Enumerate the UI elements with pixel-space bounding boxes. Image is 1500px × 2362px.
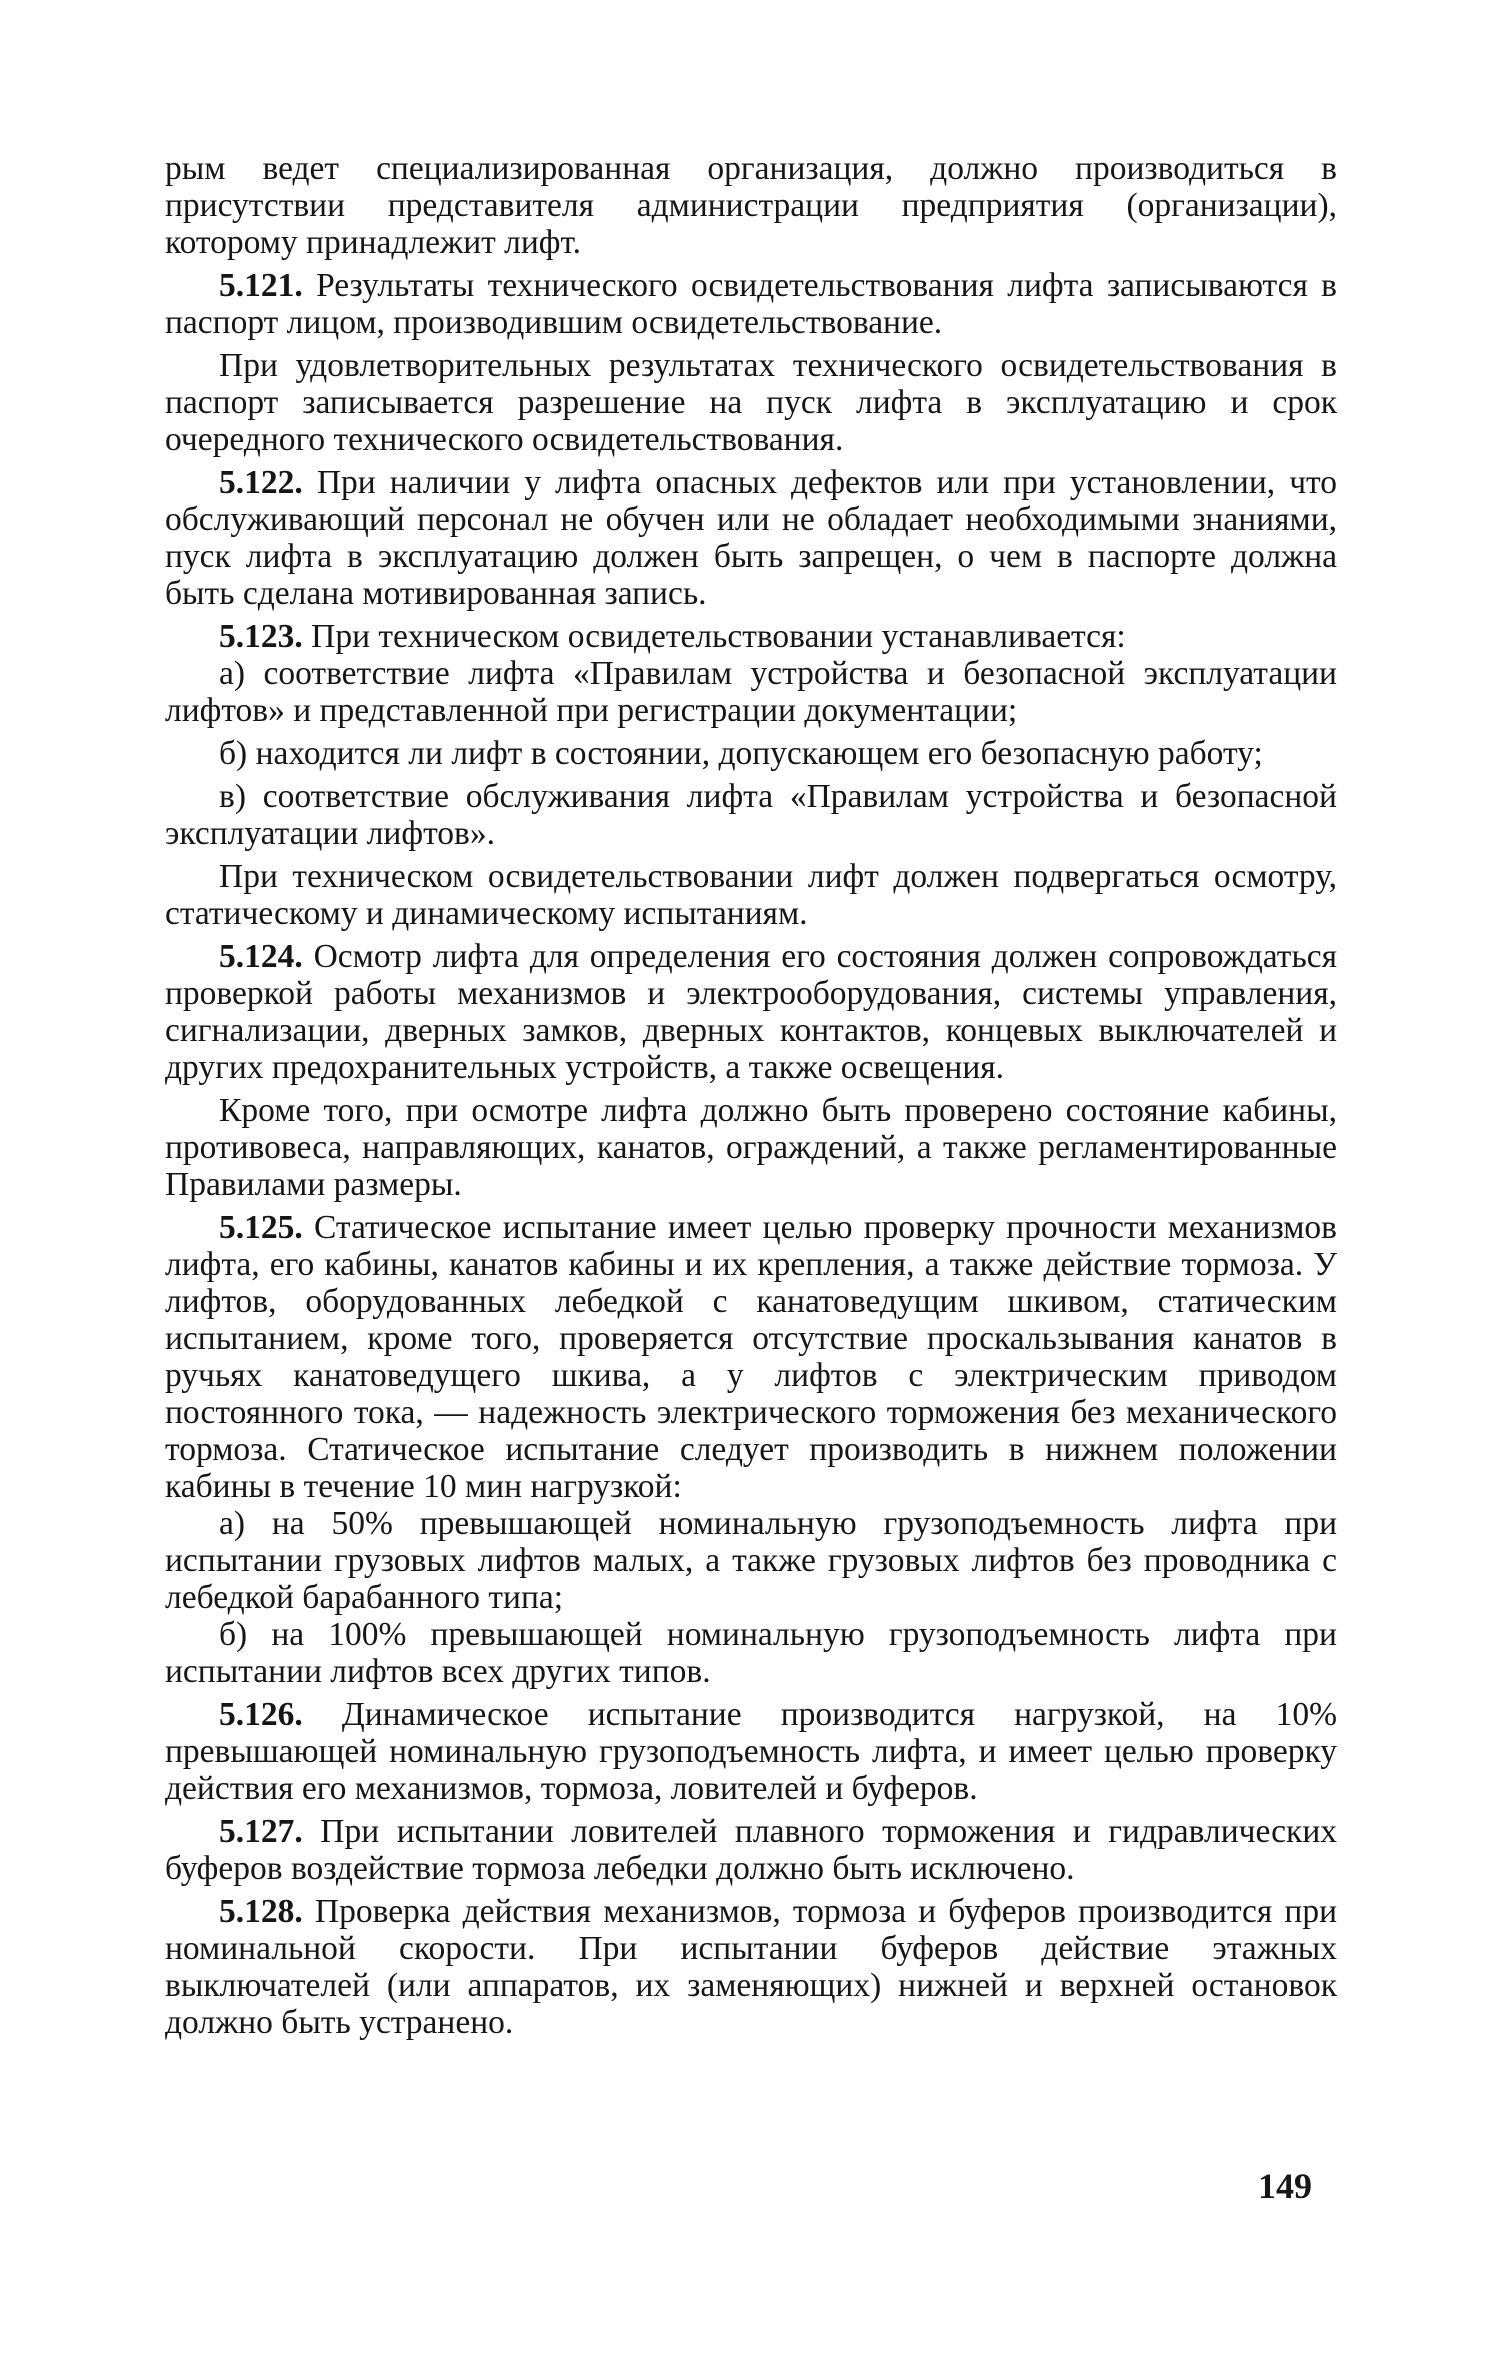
paragraph-number: 5.124. [219,938,303,975]
paragraph [165,858,1337,932]
paragraph [165,347,1337,458]
paragraph-text: При наличии у лифта опасных дефектов или при установлении, что обслуживающий персонал не обучен или не обладает необходимыми знаниями, пуск лифта в эксплуатацию должен быть запрещен, о чем в паспорте должна быть сделана мотивированная запись. [165,464,1337,612]
paragraph-5-124 [165,938,1337,1086]
list-item-v [165,778,1337,852]
paragraph-text: При удовлетворительных результатах технического освидетельствования в паспорт записывается разрешение на пуск лифта в эксплуатацию и срок очередного технического освидетельствования. [165,347,1337,458]
paragraph-5-125 [165,1209,1337,1505]
paragraph-5-128 [165,1893,1337,2041]
paragraph-5-127 [165,1813,1337,1887]
paragraph-5-123 [165,618,1337,655]
paragraph-number: 5.125. [219,1209,303,1246]
paragraph-text: Динамическое испытание производится нагрузкой, на 10% превышающей номинальную грузоподъемность лифта, и имеет целью проверку действия его механизмов, тормоза, ловителей и буферов. [165,1696,1337,1807]
list-item-a [165,1505,1337,1616]
page-number: 149 [1258,2166,1312,2206]
list-item-b [165,735,1337,772]
paragraph-text: а) соответствие лифта «Правилам устройства и безопасной эксплуатации лифтов» и представленной при регистрации документации; [165,655,1337,729]
paragraph [165,1092,1337,1203]
list-item-a [165,655,1337,729]
paragraph-number: 5.121. [219,267,303,304]
paragraph-text: При испытании ловителей плавного торможения и гидравлических буферов воздействие тормоза лебедки должно быть исключено. [165,1813,1337,1887]
paragraph-text: рым ведет специализированная организация, должно производиться в присутствии представителя администрации предприятия (организации), которому принадлежит лифт. [165,150,1337,261]
paragraph-text: Результаты технического освидетельствования лифта записываются в паспорт лицом, производившим освидетельствование. [165,267,1337,341]
paragraph-number: 5.127. [219,1813,303,1850]
paragraph-number: 5.122. [219,464,303,501]
paragraph-5-126 [165,1696,1337,1807]
paragraph-text: Кроме того, при осмотре лифта должно быть проверено состояние кабины, противовеса, направляющих, канатов, ограждений, а также регламентированные Правилами размеры. [165,1092,1337,1203]
paragraph-continuation [165,150,1337,261]
paragraph-text: При техническом освидетельствовании устанавливается: [311,618,1126,655]
paragraph-text: в) соответствие обслуживания лифта «Правилам устройства и безопасной эксплуатации лифтов». [165,778,1337,852]
paragraph-5-122 [165,464,1337,612]
paragraph-number: 5.128. [219,1893,303,1930]
paragraph-number: 5.123. [219,618,303,655]
paragraph-text: а) на 50% превышающей номинальную грузоподъемность лифта при испытании грузовых лифтов малых, а также грузовых лифтов без проводника с лебедкой барабанного типа; [165,1505,1337,1616]
paragraph-number: 5.126. [219,1696,303,1733]
paragraph-5-121 [165,267,1337,341]
paragraph-text: При техническом освидетельствовании лифт должен подвергаться осмотру, статическому и динамическому испытаниям. [165,858,1337,932]
paragraph-text: б) находится ли лифт в состоянии, допускающем его безопасную работу; [219,735,1263,772]
paragraph-text: б) на 100% превышающей номинальную грузоподъемность лифта при испытании лифтов всех других типов. [165,1616,1337,1690]
list-item-b [165,1616,1337,1690]
document-body [165,150,1337,2041]
paragraph-text: Осмотр лифта для определения его состояния должен сопровождаться проверкой работы механизмов и электрооборудования, системы управления, сигнализации, дверных замков, дверных контактов, концевых выключателей и других предохранительных устройств, а также освещения. [165,938,1338,1086]
paragraph-text: Проверка действия механизмов, тормоза и буферов производится при номинальной скорости. При испытании буферов действие этажных выключателей (или аппаратов, их заменяющих) нижней и верхней остановок должно быть устранено. [165,1893,1337,2041]
paragraph-text: Статическое испытание имеет целью проверку прочности механизмов лифта, его кабины, канатов кабины и их крепления, а также действие тормоза. У лифтов, оборудованных лебедкой с канатоведущим шкивом, статическим испытанием, кроме того, проверяется отсутствие проскальзывания канатов в ручьях канатоведущего шкива, а у лифтов с электрическим приводом постоянного тока, — надежность электрического торможения без механического тормоза. Статическое испытание следует производить в нижнем положении кабины в течение 10 мин нагрузкой: [165,1209,1337,1505]
